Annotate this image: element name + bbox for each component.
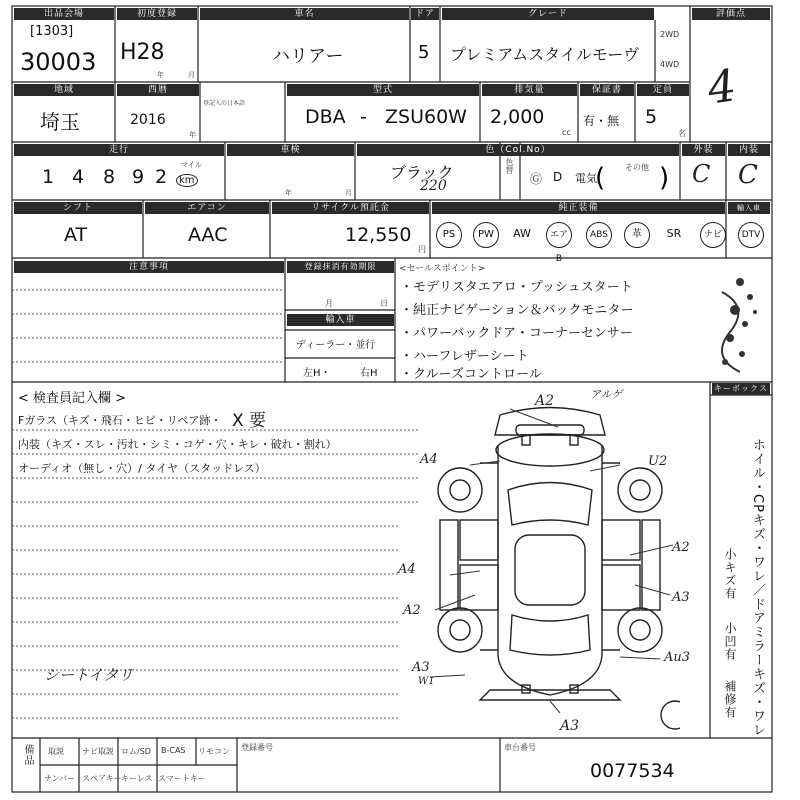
option-sr: SR	[666, 227, 682, 240]
reg-expiry-month: 月	[325, 299, 333, 308]
damage-label: W1	[418, 676, 435, 687]
type-prefix: DBA	[305, 106, 346, 128]
damage-label: A3	[672, 590, 690, 605]
option-ps: PS	[436, 222, 462, 248]
footer-item: B-CAS	[161, 746, 186, 755]
inspector-audio-line: オーディオ（無し・穴）/ タイヤ（スタッドレス）	[18, 462, 266, 475]
first-reg-month-unit: 月	[188, 71, 195, 79]
damage-label: A2	[535, 393, 555, 409]
header-reg-expiry: 登録抹消有効期限	[287, 261, 394, 273]
footer-item: ナビ取説	[82, 747, 114, 756]
header-warranty: 保証書	[580, 84, 634, 96]
footer-item: キーレス	[121, 774, 153, 783]
option-dtv: DTV	[738, 222, 764, 248]
damage-label: U2	[648, 454, 668, 469]
mileage-digit: 8	[103, 166, 116, 188]
header-auction-place: 出品会場	[14, 8, 114, 20]
header-grade: グレード	[442, 8, 654, 20]
option-navi: ナビ	[700, 222, 726, 248]
interior-grade: C	[738, 160, 758, 190]
damage-label: Au3	[664, 650, 691, 665]
mileage-digit: 2	[155, 166, 168, 188]
import-left-hand: 左H・	[303, 368, 331, 379]
header-year: 西暦	[117, 84, 199, 96]
option-aw: AW	[513, 227, 531, 240]
warranty-value: 有・無	[583, 114, 620, 128]
first-reg-year-unit: 年	[157, 71, 164, 79]
header-model-name: 車名	[200, 8, 409, 20]
mileage-digit: 1	[42, 166, 55, 188]
option-airbag: エアB	[546, 222, 572, 248]
header-capacity: 定員	[637, 84, 689, 96]
chassis-number-value: 0077534	[590, 760, 675, 782]
color-code: 220	[420, 178, 447, 194]
inspection-month-unit: 月	[345, 189, 352, 197]
year-unit: 年	[189, 131, 196, 139]
mileage-digit: 4	[72, 166, 85, 188]
capacity-value: 5	[645, 106, 658, 128]
mileage-mile-unit: マイル	[181, 161, 202, 169]
header-recycle: リサイクル預託金	[272, 202, 429, 214]
sale-point: ・純正ナビゲーション＆バックモニター	[400, 303, 634, 318]
paint-brackets	[595, 160, 680, 194]
header-key-box: キーボックス	[712, 383, 770, 395]
footer-item: 取説	[48, 747, 64, 756]
side-note-damage: ホイル・CPキズ・ワレ／ドアミラーキズ・ワレ	[750, 438, 765, 737]
footer-item: スマートキー	[158, 774, 206, 783]
inspection-year-unit: 年	[285, 189, 292, 197]
footer-chassis-label: 車台番号	[504, 743, 536, 752]
footer-item: スペアキー	[82, 774, 122, 783]
exterior-grade: C	[692, 160, 711, 188]
grade-value: プレミアムスタイルモーヴ	[450, 45, 640, 64]
color-name: ブラック	[390, 163, 454, 182]
header-notes: 注意事項	[14, 261, 284, 273]
scribble-mark	[700, 262, 770, 380]
doors-value: 5	[418, 42, 430, 63]
inspector-title: < 検査員記入欄 >	[18, 391, 127, 406]
car-damage-diagram	[420, 395, 680, 735]
header-exterior: 外装	[682, 144, 725, 156]
sale-point: ・ハーフレザーシート	[400, 349, 529, 364]
damage-label: アルゲ	[590, 388, 623, 401]
side-note-small-scratch: 小キズ有	[723, 548, 737, 600]
paint-d: D	[553, 170, 563, 184]
side-note-small-dent: 小凹有	[723, 622, 737, 661]
header-color: 色（Col.No）	[357, 144, 679, 156]
header-type: 型式	[287, 84, 479, 96]
paint-g: Ⓖ	[530, 172, 543, 186]
option-abs: ABS	[586, 222, 612, 248]
handwritten-seat-note: シートイタリ	[44, 666, 134, 684]
lot-bracket: [1303]	[30, 24, 74, 39]
sale-point: ・パワーバックドア・コーナーセンサー	[400, 326, 633, 341]
inspector-interior-line: 内装（キズ・スレ・汚れ・シミ・コゲ・穴・キレ・破れ・割れ）	[18, 438, 337, 451]
footer-item: ロム/SD	[121, 747, 151, 756]
damage-label: A4	[420, 452, 438, 467]
year-note: 登記入の日本語	[203, 100, 246, 107]
footer-side-label: 備品	[22, 744, 33, 766]
footer-item: リモコン	[198, 747, 230, 756]
reg-expiry-day: 日	[380, 299, 388, 308]
paint-electric: 電気	[575, 172, 597, 185]
svg-text:(: (	[595, 163, 606, 193]
header-displacement: 排気量	[482, 84, 577, 96]
paint-other: その他	[625, 163, 649, 172]
import-dealer: ディーラー・並行	[296, 340, 376, 351]
type-code: ZSU60W	[385, 106, 467, 128]
damage-label: A2	[403, 603, 421, 618]
header-interior: 内装	[728, 144, 770, 156]
model-name-value: ハリアー	[272, 46, 344, 67]
sale-point: ・クルーズコントロール	[400, 367, 542, 382]
damage-label: A2	[672, 540, 690, 555]
region-value: 埼玉	[40, 110, 80, 134]
capacity-unit: 名	[678, 129, 686, 138]
year-value: 2016	[130, 112, 166, 128]
color-change-label: 色替	[505, 158, 514, 174]
shift-value: AT	[64, 224, 88, 246]
footer-reg-number-label: 登録番号	[241, 743, 273, 752]
damage-label: A3	[560, 718, 580, 734]
header-shift: シフト	[14, 202, 142, 214]
svg-text:): )	[659, 163, 670, 193]
header-score: 評価点	[692, 8, 770, 20]
header-equipment: 純正装備	[432, 202, 725, 214]
glass-mark: X 要	[232, 411, 267, 431]
inspector-glass-line: Fガラス（キズ・飛石・ヒビ・リペア跡・	[18, 414, 222, 427]
option-leather: 革	[624, 222, 650, 248]
recycle-unit: 円	[418, 245, 426, 254]
drive-4wd: 4WD	[660, 60, 680, 69]
header-doors: ドア	[411, 8, 439, 20]
displacement-unit: cc	[562, 128, 571, 137]
displacement-value: 2,000	[490, 106, 545, 128]
option-pw: PW	[473, 222, 499, 248]
import-right-hand: 右H	[360, 368, 378, 379]
header-first-reg: 初度登録	[117, 8, 197, 20]
header-region: 地域	[14, 84, 114, 96]
drive-2wd: 2WD	[660, 30, 680, 39]
sale-points-title: <セールスポイント>	[399, 264, 486, 274]
footer-item: ナンバー	[44, 774, 76, 783]
side-note-repaired: 補修有	[723, 680, 737, 719]
damage-label: A4	[398, 562, 416, 577]
first-reg-era: H28	[120, 40, 165, 65]
recycle-value: 12,550	[345, 224, 412, 246]
sale-point: ・モデリスタエアロ・プッシュスタート	[400, 280, 633, 295]
header-imported: 輸入車	[728, 202, 770, 214]
aircon-value: AAC	[188, 224, 228, 246]
mileage-digit: 9	[132, 166, 145, 188]
mileage-km-unit: km	[176, 174, 198, 187]
lot-number: 30003	[20, 48, 97, 76]
damage-label: A3	[412, 660, 430, 675]
header-mileage: 走行	[14, 144, 224, 156]
score-value: 4	[704, 60, 740, 115]
header-import-type: 輸入車	[287, 314, 394, 326]
type-dash: -	[360, 106, 367, 128]
header-aircon: エアコン	[145, 202, 269, 214]
header-inspection: 車検	[227, 144, 354, 156]
